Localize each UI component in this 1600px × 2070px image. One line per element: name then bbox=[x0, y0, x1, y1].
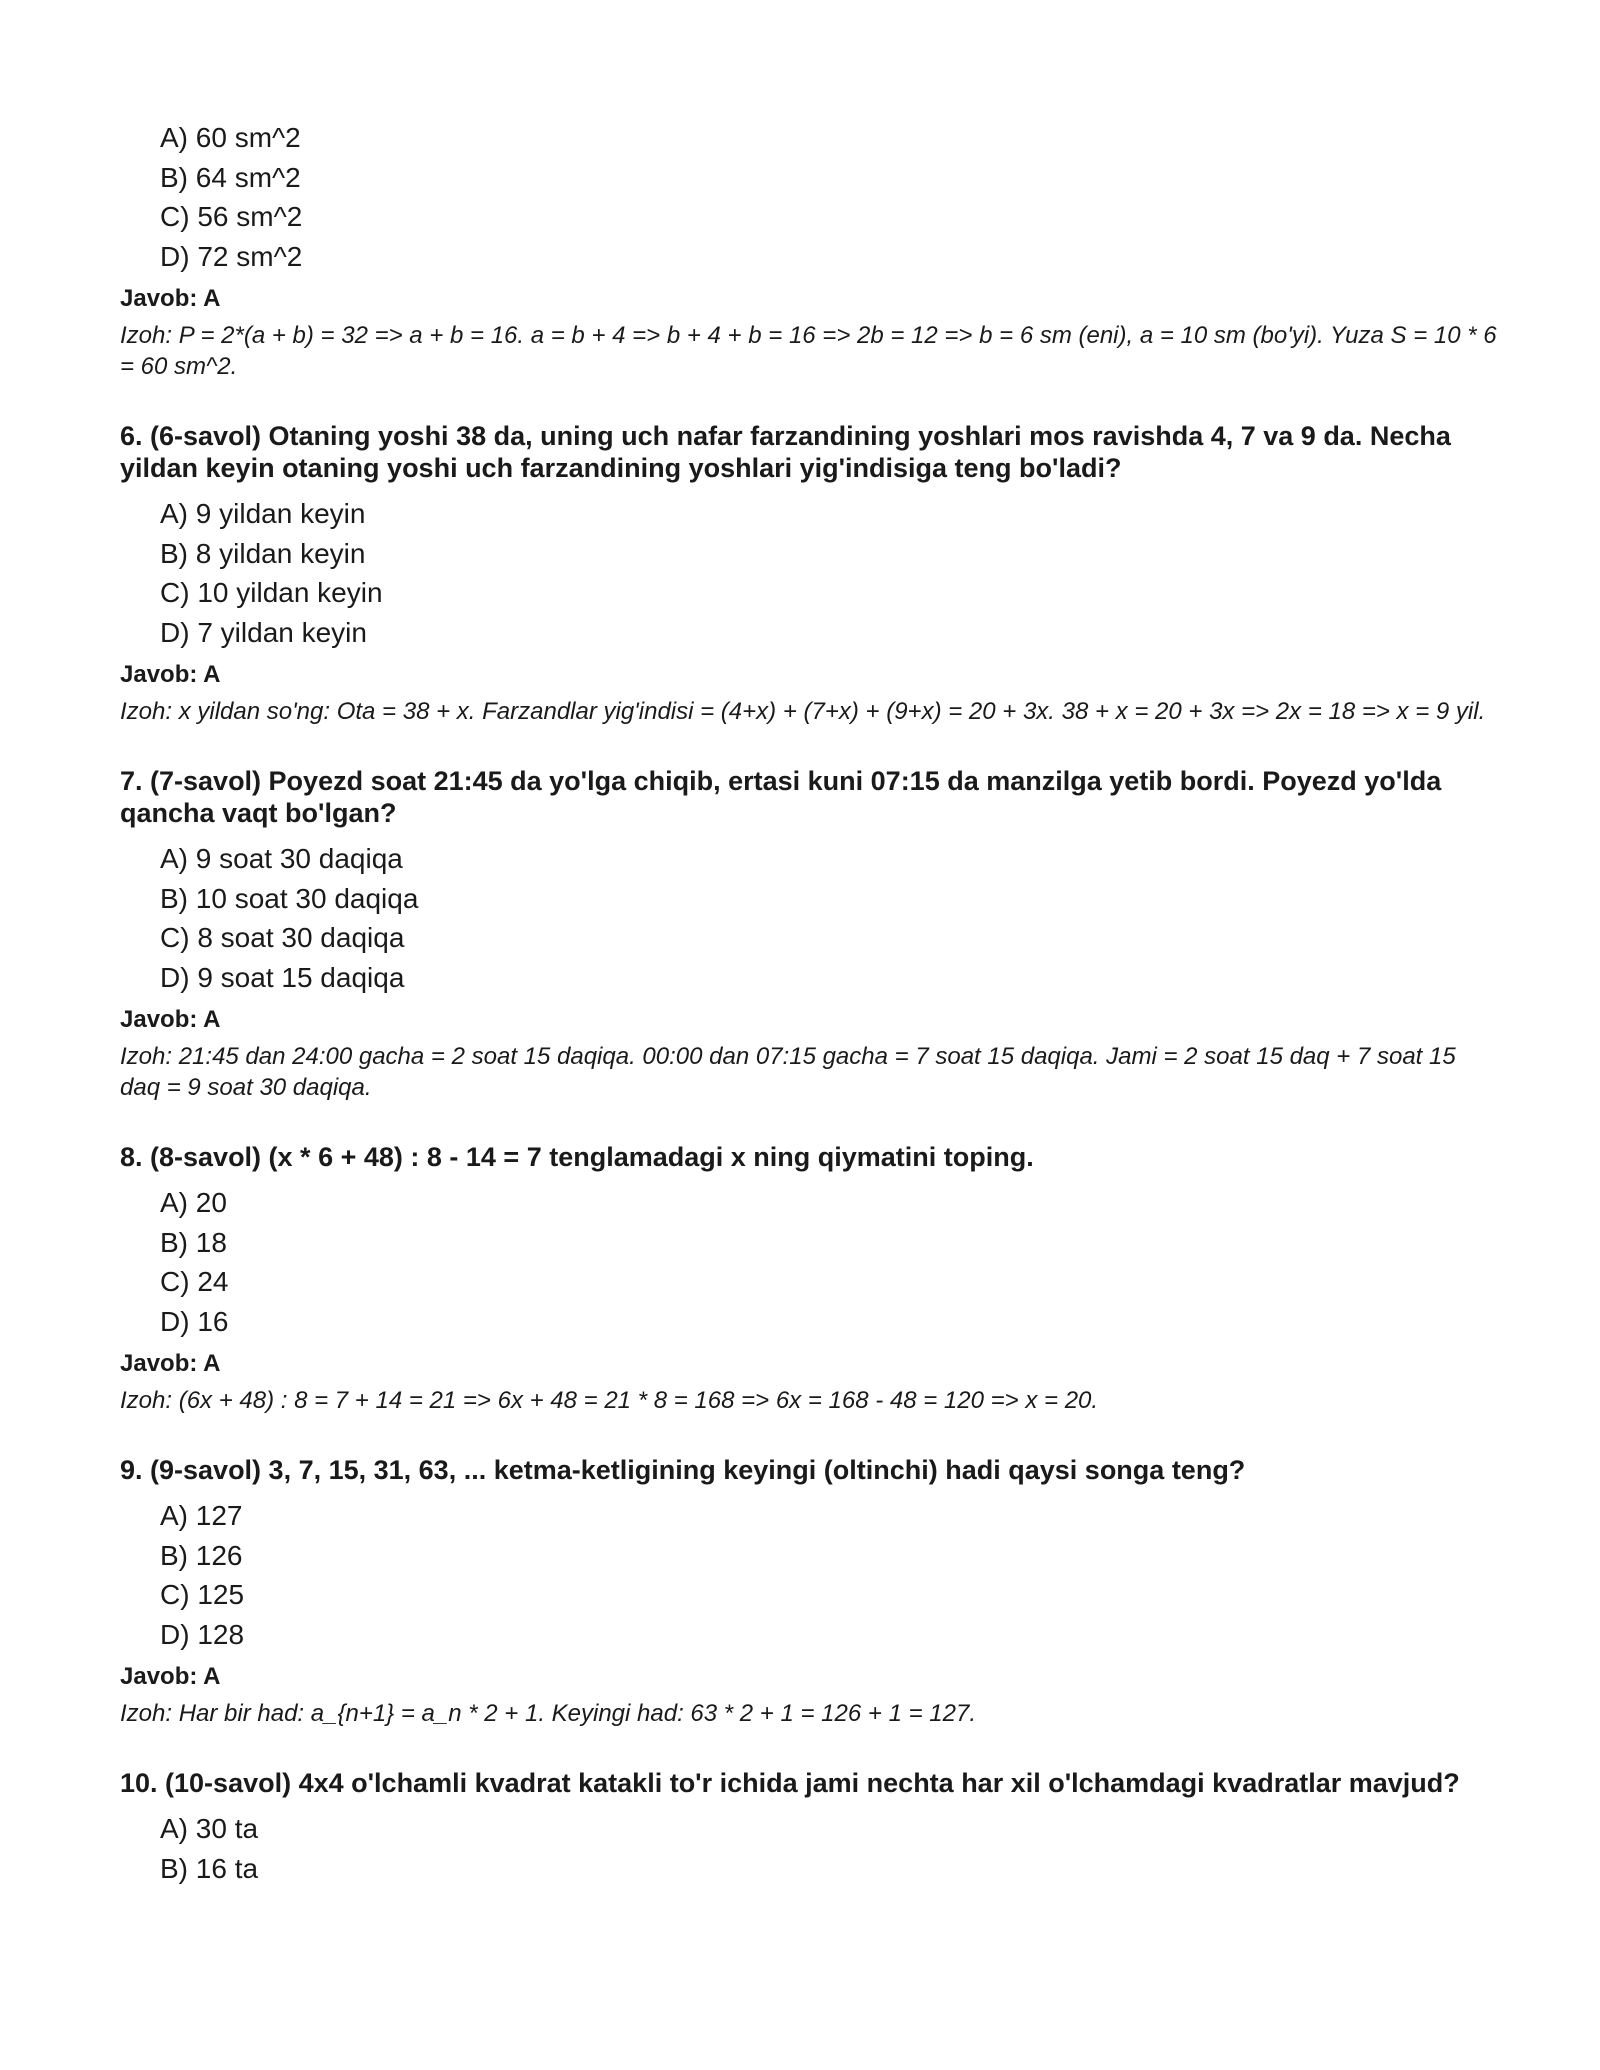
explanation: Izoh: (6x + 48) : 8 = 7 + 14 = 21 => 6x + 48 = 21 * 8 = 168 => 6x = 168 - 48 = 120 => x = 20. bbox=[120, 1387, 1099, 1414]
answer: Javob: A bbox=[120, 1663, 221, 1690]
document-page bbox=[120, 118, 1500, 1926]
explanation: Izoh: 21:45 dan 24:00 gacha = 2 soat 15 daqiqa. 00:00 dan 07:15 gacha = 7 soat 15 daqiqa. Jami = 2 soat 15 daq + 7 soat 15 daq = 9 soat 30 daqiqa. bbox=[120, 1043, 1456, 1101]
option-c: C) 125 bbox=[160, 1579, 245, 1610]
question-title: 9. (9-savol) 3, 7, 15, 31, 63, ... ketma-ketligining keyingi (oltinchi) hadi qaysi songa teng? bbox=[120, 1455, 1246, 1485]
question-10 bbox=[120, 1767, 1500, 1888]
option-b: B) 18 bbox=[160, 1226, 227, 1258]
question-8 bbox=[120, 1141, 1500, 1416]
answer: Javob: A bbox=[120, 661, 221, 688]
option-c: C) 10 yildan keyin bbox=[160, 577, 383, 608]
answer: Javob: A bbox=[120, 1006, 221, 1033]
option-b: B) 16 ta bbox=[160, 1852, 259, 1884]
option-c: C) 56 sm^2 bbox=[160, 201, 303, 232]
option-d: D) 7 yildan keyin bbox=[160, 616, 367, 648]
option-b: B) 126 bbox=[160, 1539, 243, 1571]
option-b: B) 8 yildan keyin bbox=[160, 537, 366, 569]
option-a: A) 127 bbox=[160, 1500, 243, 1531]
answer: Javob: A bbox=[120, 1350, 221, 1377]
option-d: D) 72 sm^2 bbox=[160, 240, 303, 272]
question-5 bbox=[120, 118, 1500, 382]
question-7 bbox=[120, 765, 1500, 1103]
answer: Javob: A bbox=[120, 285, 221, 312]
option-b: B) 64 sm^2 bbox=[160, 161, 301, 193]
option-a: A) 9 yildan keyin bbox=[160, 498, 366, 529]
explanation: Izoh: P = 2*(a + b) = 32 => a + b = 16. a = b + 4 => b + 4 + b = 16 => 2b = 12 => b = 6 sm (eni), a = 10 sm (bo'yi). Yuza S = 10 * 6 = 60 sm^2. bbox=[120, 322, 1497, 380]
options-list bbox=[120, 118, 1500, 276]
option-c: C) 8 soat 30 daqiqa bbox=[160, 922, 405, 953]
explanation: Izoh: x yildan so'ng: Ota = 38 + x. Farzandlar yig'indisi = (4+x) + (7+x) + (9+x) = 20 + 3x. 38 + x = 20 + 3x => 2x = 18 => x = 9 yil. bbox=[120, 698, 1486, 725]
question-title: 7. (7-savol) Poyezd soat 21:45 da yo'lga chiqib, ertasi kuni 07:15 da manzilga yetib bordi. Poyezd yo'lda qancha vaqt bo'lgan? bbox=[120, 766, 1442, 828]
question-title: 6. (6-savol) Otaning yoshi 38 da, uning uch nafar farzandining yoshlari mos ravishda 4, 7 va 9 da. Necha yildan keyin otaning yoshi uch farzandining yoshlari yig'indisiga teng bo'ladi? bbox=[120, 421, 1451, 483]
option-a: A) 20 bbox=[160, 1187, 227, 1218]
options-list bbox=[120, 1809, 1500, 1888]
explanation: Izoh: Har bir had: a_{n+1} = a_n * 2 + 1. Keyingi had: 63 * 2 + 1 = 126 + 1 = 127. bbox=[120, 1700, 976, 1727]
options-list bbox=[120, 1183, 1500, 1341]
option-a: A) 9 soat 30 daqiqa bbox=[160, 843, 403, 874]
option-d: D) 9 soat 15 daqiqa bbox=[160, 961, 405, 993]
options-list bbox=[120, 839, 1500, 997]
question-title: 8. (8-savol) (x * 6 + 48) : 8 - 14 = 7 tenglamadagi x ning qiymatini toping. bbox=[120, 1142, 1034, 1172]
option-b: B) 10 soat 30 daqiqa bbox=[160, 882, 419, 914]
option-c: C) 24 bbox=[160, 1266, 229, 1297]
option-a: A) 30 ta bbox=[160, 1813, 259, 1844]
question-6 bbox=[120, 420, 1500, 727]
option-d: D) 128 bbox=[160, 1618, 245, 1650]
options-list bbox=[120, 1496, 1500, 1654]
options-list bbox=[120, 494, 1500, 652]
option-d: D) 16 bbox=[160, 1305, 229, 1337]
question-9 bbox=[120, 1454, 1500, 1729]
option-a: A) 60 sm^2 bbox=[160, 122, 301, 153]
question-title: 10. (10-savol) 4x4 o'lchamli kvadrat katakli to'r ichida jami nechta har xil o'lchamdagi kvadratlar mavjud? bbox=[120, 1768, 1460, 1798]
